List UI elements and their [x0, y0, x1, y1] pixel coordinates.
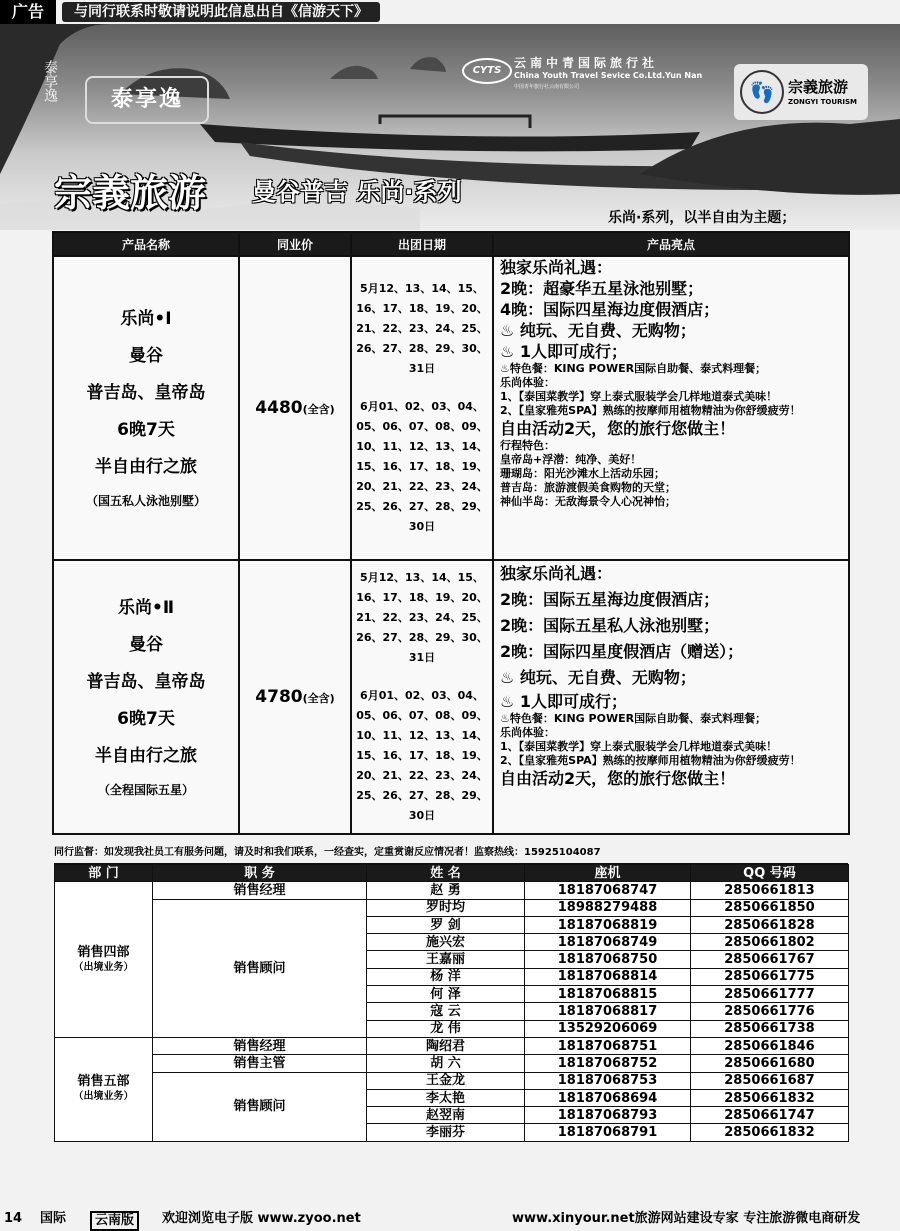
- qq-cell: 2850661776: [691, 1003, 849, 1020]
- name-cell: 赵 勇: [367, 882, 525, 899]
- highlight-line: 2晚：国际四星度假酒店（赠送）；: [500, 642, 744, 661]
- phone-cell: 18187068747: [525, 882, 691, 899]
- name-cell: 王金龙: [367, 1072, 525, 1089]
- date-line: 5月12、13、14、15、: [360, 282, 484, 295]
- name-cell: 施兴宏: [367, 934, 525, 951]
- date-line: 21、22、23、24、25、: [356, 322, 488, 335]
- date-line: 15、16、17、18、19、: [356, 749, 488, 762]
- boat-canopy: [380, 116, 530, 128]
- ad-text: 与同行联系时敬请说明此信息出自《信游天下》: [62, 2, 380, 22]
- col-dept: 部 门: [55, 865, 153, 882]
- page-number: 14: [4, 1211, 23, 1226]
- product-table: [52, 231, 850, 835]
- product-type: 半自由行之旅: [95, 745, 197, 766]
- date-line: 26、27、28、29、30、: [356, 631, 488, 644]
- product-name-cell: [53, 256, 239, 560]
- date-line: 10、11、12、13、14、: [356, 729, 488, 742]
- highlight-line: 2晚：超豪华五星泳池别墅；: [500, 279, 704, 298]
- page-title: 宗義旅游: [54, 171, 207, 215]
- phone-cell: 18187068817: [525, 1003, 691, 1020]
- dates-cell: [351, 560, 493, 834]
- table-row: [55, 899, 849, 916]
- cyts-name-en: China Youth Travel Sevice Co.Ltd.Yun Nan: [514, 71, 703, 80]
- role-cell: 销售顾问: [153, 899, 367, 1037]
- price-cell: [239, 560, 351, 834]
- highlight-small: 2、【皇家雅苑SPA】熟练的按摩师用植物精油为你舒缓疲劳！: [500, 754, 801, 767]
- date-line: 16、17、18、19、20、: [356, 591, 488, 604]
- date-line: 6月01、02、03、04、: [360, 400, 484, 413]
- date-line: 10、11、12、13、14、: [356, 440, 488, 453]
- staff-table: [54, 864, 849, 1142]
- tour-line: 珊瑚岛：阳光沙滩水上活动乐园；: [500, 467, 665, 480]
- highlight-small: 乐尚体验：: [500, 376, 555, 389]
- slogan: 乐尚·系列，以半自由为主题；: [608, 210, 796, 226]
- phone-cell: 18187068694: [525, 1089, 691, 1106]
- phone-cell: 18187068752: [525, 1055, 691, 1072]
- date-line: 21、22、23、24、25、: [356, 611, 488, 624]
- edition-label: 云南版: [90, 1211, 139, 1231]
- highlight-line: 独家乐尚礼遇：: [500, 258, 613, 277]
- dept-sub: （出境业务）: [73, 961, 134, 973]
- qq-cell: 2850661832: [691, 1089, 849, 1106]
- tour-line: 行程特色：: [500, 439, 555, 452]
- role-cell: 销售经理: [153, 882, 367, 899]
- brand-logo-sub: 泰享逸: [42, 60, 58, 102]
- staff-table-header: [55, 865, 849, 882]
- name-cell: 龙 伟: [367, 1020, 525, 1037]
- ad-tag: 广告: [0, 0, 56, 24]
- tour-line: 皇帝岛+浮潜：纯净、美好！: [500, 453, 642, 466]
- product-note: （全程国际五星）: [97, 782, 194, 797]
- highlights-cell: [493, 560, 849, 834]
- qq-cell: 2850661687: [691, 1072, 849, 1089]
- date-line: 05、06、07、08、09、: [356, 709, 488, 722]
- product-duration: 6晚7天: [117, 419, 175, 440]
- product-name-cell: [53, 560, 239, 834]
- dept-cell: [55, 1037, 153, 1141]
- dates-cell: [351, 256, 493, 560]
- name-cell: 罗 剑: [367, 916, 525, 933]
- zongyi-name: 宗義旅游: [788, 78, 849, 96]
- highlight-line: 2晚：国际五星私人泳池别墅；: [500, 616, 720, 635]
- qq-cell: 2850661846: [691, 1037, 849, 1054]
- footer-right-text: www.xinyour.net旅游网站建设专家 专注旅游微电商研发: [512, 1211, 861, 1226]
- role-cell: 销售经理: [153, 1037, 367, 1054]
- free-activity: 自由活动2天，您的旅行您做主！: [500, 769, 736, 788]
- price-note: (全含): [302, 692, 335, 705]
- qq-cell: 2850661802: [691, 934, 849, 951]
- name-cell: 赵翌南: [367, 1107, 525, 1124]
- date-line: 20、21、22、23、24、: [356, 480, 488, 493]
- free-activity: 自由活动2天，您的旅行您做主！: [500, 419, 736, 438]
- date-line: 25、26、27、28、29、: [356, 500, 488, 513]
- footer-left-text: 欢迎浏览电子版 www.zyoo.net: [162, 1211, 361, 1226]
- col-product-name: 产品名称: [53, 232, 239, 256]
- qq-cell: 2850661850: [691, 899, 849, 916]
- product-islands: 普吉岛、皇帝岛: [86, 671, 206, 692]
- product-city: 曼谷: [129, 634, 163, 655]
- date-line: 20、21、22、23、24、: [356, 769, 488, 782]
- qq-cell: 2850661832: [691, 1124, 849, 1141]
- highlights-cell: [493, 256, 849, 560]
- highlight-small: ♨特色餐：KING POWER国际自助餐、泰式料理餐；: [500, 362, 767, 375]
- col-role: 职 务: [153, 865, 367, 882]
- name-cell: 胡 六: [367, 1055, 525, 1072]
- price-value: 4480: [255, 398, 303, 418]
- phone-cell: 18187068750: [525, 951, 691, 968]
- section-label: 国际: [40, 1211, 67, 1226]
- page-subtitle: 曼谷普吉 乐尚·系列: [252, 178, 462, 206]
- dept-sub: （出境业务）: [73, 1091, 134, 1103]
- brand-logo: 泰享逸: [85, 76, 209, 124]
- price-cell: [239, 256, 351, 560]
- table-row: [55, 1055, 849, 1072]
- zongyi-en: ZONGYI TOURISM: [788, 98, 857, 106]
- name-cell: 李丽芬: [367, 1124, 525, 1141]
- product-duration: 6晚7天: [117, 708, 175, 729]
- date-line: 15、16、17、18、19、: [356, 460, 488, 473]
- name-cell: 罗时均: [367, 899, 525, 916]
- ad-bar: [0, 0, 900, 24]
- phone-cell: 18187068814: [525, 968, 691, 985]
- date-line: 31日: [408, 651, 436, 664]
- col-qq: QQ 号码: [691, 865, 849, 882]
- cyts-logo: [462, 54, 732, 96]
- product-title: 乐尚•Ⅱ: [117, 597, 175, 618]
- phone-cell: 18988279488: [525, 899, 691, 916]
- highlight-line: ♨ 纯玩、无自费、无购物；: [500, 668, 696, 687]
- price-value: 4780: [255, 687, 303, 707]
- table-row: [55, 1072, 849, 1089]
- product-row: [53, 560, 849, 834]
- monitor-notice: 同行监督：如发现我社员工有服务问题，请及时和我们联系，一经查实，定重赏谢反应情况者！监察热线：15925104087: [54, 843, 848, 865]
- tour-line: 普吉岛：旅游渡假美食购物的天堂；: [500, 481, 676, 494]
- role-cell: 销售顾问: [153, 1072, 367, 1141]
- island-small: [330, 66, 378, 79]
- col-phone: 座机: [525, 865, 691, 882]
- phone-cell: 18187068749: [525, 934, 691, 951]
- qq-cell: 2850661747: [691, 1107, 849, 1124]
- cyts-name-cn: 云南中青国际旅行社: [514, 56, 659, 70]
- product-type: 半自由行之旅: [95, 456, 197, 477]
- name-cell: 寇 云: [367, 1003, 525, 1020]
- zongyi-logo: [734, 64, 868, 120]
- product-title: 乐尚•Ⅰ: [120, 308, 172, 329]
- footprint-icon: 👣: [740, 70, 784, 114]
- col-highlights: 产品亮点: [493, 232, 849, 256]
- col-dates: 出团日期: [351, 232, 493, 256]
- date-line: 25、26、27、28、29、: [356, 789, 488, 802]
- date-line: 30日: [408, 520, 436, 533]
- date-line: 05、06、07、08、09、: [356, 420, 488, 433]
- page-footer: [0, 1208, 900, 1230]
- qq-cell: 2850661738: [691, 1020, 849, 1037]
- product-city: 曼谷: [129, 345, 163, 366]
- product-islands: 普吉岛、皇帝岛: [86, 382, 206, 403]
- product-row: [53, 256, 849, 560]
- qq-cell: 2850661828: [691, 916, 849, 933]
- dept-name: 销售四部: [77, 944, 130, 960]
- product-table-header: [53, 232, 849, 256]
- col-name: 姓 名: [367, 865, 525, 882]
- highlight-line: ♨ 1人即可成行；: [500, 342, 628, 361]
- phone-cell: 13529206069: [525, 1020, 691, 1037]
- highlight-small: 2、【皇家雅苑SPA】熟练的按摩师用植物精油为你舒缓疲劳！: [500, 404, 801, 417]
- tour-line: 神仙半岛：无敌海景令人心况神怡；: [500, 495, 676, 508]
- dept-cell: [55, 882, 153, 1038]
- role-cell: 销售主管: [153, 1055, 367, 1072]
- highlight-line: 2晚：国际五星海边度假酒店；: [500, 590, 720, 609]
- cyts-badge-icon: CYTS: [462, 58, 512, 84]
- qq-cell: 2850661813: [691, 882, 849, 899]
- product-note: （国五私人泳池别墅）: [85, 493, 206, 508]
- qq-cell: 2850661777: [691, 986, 849, 1003]
- spacer: [352, 379, 492, 397]
- highlight-line: 4晚：国际四星海边度假酒店；: [500, 300, 720, 319]
- phone-cell: 18187068753: [525, 1072, 691, 1089]
- name-cell: 杨 洋: [367, 968, 525, 985]
- col-price: 同业价: [239, 232, 351, 256]
- date-line: 26、27、28、29、30、: [356, 342, 488, 355]
- cyts-small: 中国青年旅行社云南有限公司: [514, 84, 580, 90]
- phone-cell: 18187068819: [525, 916, 691, 933]
- date-line: 31日: [408, 362, 436, 375]
- table-row: [55, 1037, 849, 1054]
- table-row: [55, 882, 849, 899]
- date-line: 16、17、18、19、20、: [356, 302, 488, 315]
- price-note: (全含): [302, 403, 335, 416]
- highlight-small: 1、【泰国菜教学】穿上泰式服装学会几样地道泰式美味！: [500, 740, 778, 753]
- name-cell: 王嘉丽: [367, 951, 525, 968]
- highlight-small: 乐尚体验：: [500, 726, 555, 739]
- highlight-line: ♨ 纯玩、无自费、无购物；: [500, 321, 696, 340]
- qq-cell: 2850661767: [691, 951, 849, 968]
- phone-cell: 18187068793: [525, 1107, 691, 1124]
- dept-name: 销售五部: [77, 1074, 130, 1090]
- highlight-small: 1、【泰国菜教学】穿上泰式服装学会几样地道泰式美味！: [500, 390, 778, 403]
- qq-cell: 2850661775: [691, 968, 849, 985]
- date-line: 6月01、02、03、04、: [360, 689, 484, 702]
- name-cell: 陶绍君: [367, 1037, 525, 1054]
- highlight-line: 独家乐尚礼遇：: [500, 564, 613, 583]
- phone-cell: 18187068751: [525, 1037, 691, 1054]
- phone-cell: 18187068791: [525, 1124, 691, 1141]
- highlight-small: ♨特色餐：KING POWER国际自助餐、泰式料理餐；: [500, 712, 767, 725]
- highlight-line: ♨ 1人即可成行；: [500, 692, 628, 711]
- qq-cell: 2850661680: [691, 1055, 849, 1072]
- name-cell: 李太艳: [367, 1089, 525, 1106]
- date-line: 30日: [408, 809, 436, 822]
- island-small-2: [410, 57, 446, 72]
- date-line: 5月12、13、14、15、: [360, 571, 484, 584]
- phone-cell: 18187068815: [525, 986, 691, 1003]
- spacer: [352, 668, 492, 686]
- name-cell: 何 泽: [367, 986, 525, 1003]
